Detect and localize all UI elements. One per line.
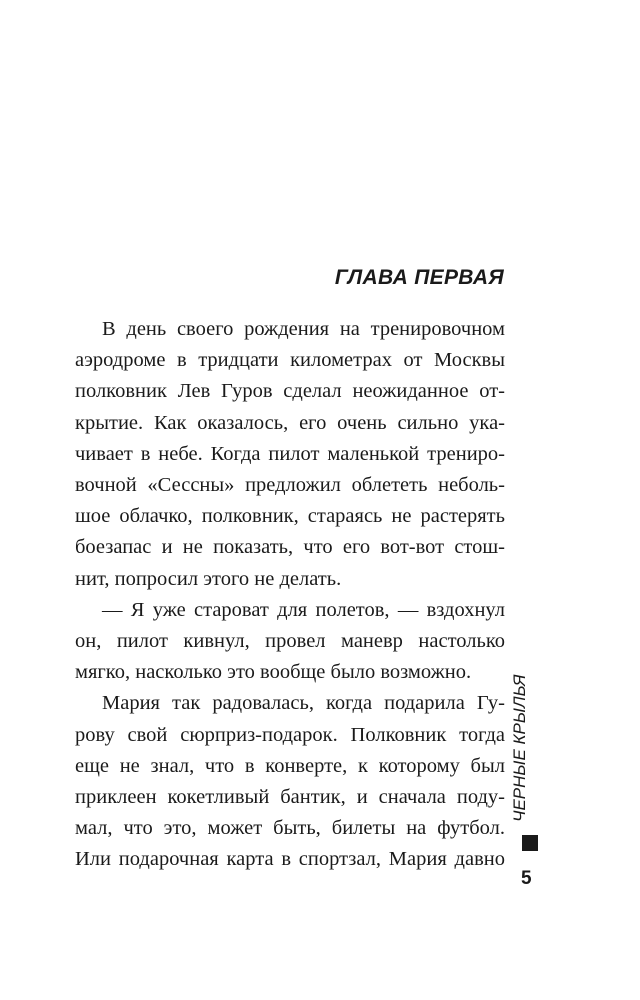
text-line: крытие. Как оказалось, его очень сильно ука- <box>75 411 505 434</box>
text-line: — Я уже староват для полетов, — вздохнул <box>102 598 505 621</box>
text-line: нит, попросил этого не делать. <box>75 567 342 590</box>
paragraph-3 <box>75 688 505 875</box>
body-text <box>75 314 505 876</box>
paragraph-2 <box>75 595 505 689</box>
text-line: Или подарочная карта в спортзал, Мария давно <box>75 848 505 871</box>
text-line: аэродроме в тридцати километрах от Москвы <box>75 349 505 372</box>
text-line: шое облачко, полковник, стараясь не растерять <box>75 505 505 528</box>
text-line: боезапас и не показать, что его вот-вот стош- <box>75 536 505 559</box>
text-line: В день своего рождения на тренировочном <box>102 318 505 340</box>
text-line: еще не знал, что в конверте, к которому был <box>75 754 505 777</box>
text-line: мал, что это, может быть, билеты на футбол. <box>75 817 505 840</box>
text-line: полковник Лев Гуров сделал неожиданное от- <box>75 380 505 403</box>
chapter-title: ГЛАВА ПЕРВАЯ <box>334 266 504 289</box>
running-head: ЧЕРНЫЕ КРЫЛЬЯ <box>510 674 529 822</box>
text-line: приклеен кокетливый бантик, и сначала поду- <box>75 786 505 809</box>
text-line: мягко, насколько это вообще было возможно. <box>75 661 472 684</box>
text-line: вочной «Сессны» предложил облететь неболь- <box>75 474 505 497</box>
text-line: Мария так радовалась, когда подарила Гу- <box>102 692 505 715</box>
page-number: 5 <box>521 868 532 889</box>
text-line: чивает в небе. Когда пилот маленькой трениро- <box>75 442 505 465</box>
square-marker-icon <box>522 835 538 851</box>
paragraph-1 <box>75 314 505 595</box>
text-line: рову свой сюрприз-подарок. Полковник тогда <box>75 723 505 746</box>
text-line: он, пилот кивнул, провел маневр настолько <box>75 630 505 653</box>
